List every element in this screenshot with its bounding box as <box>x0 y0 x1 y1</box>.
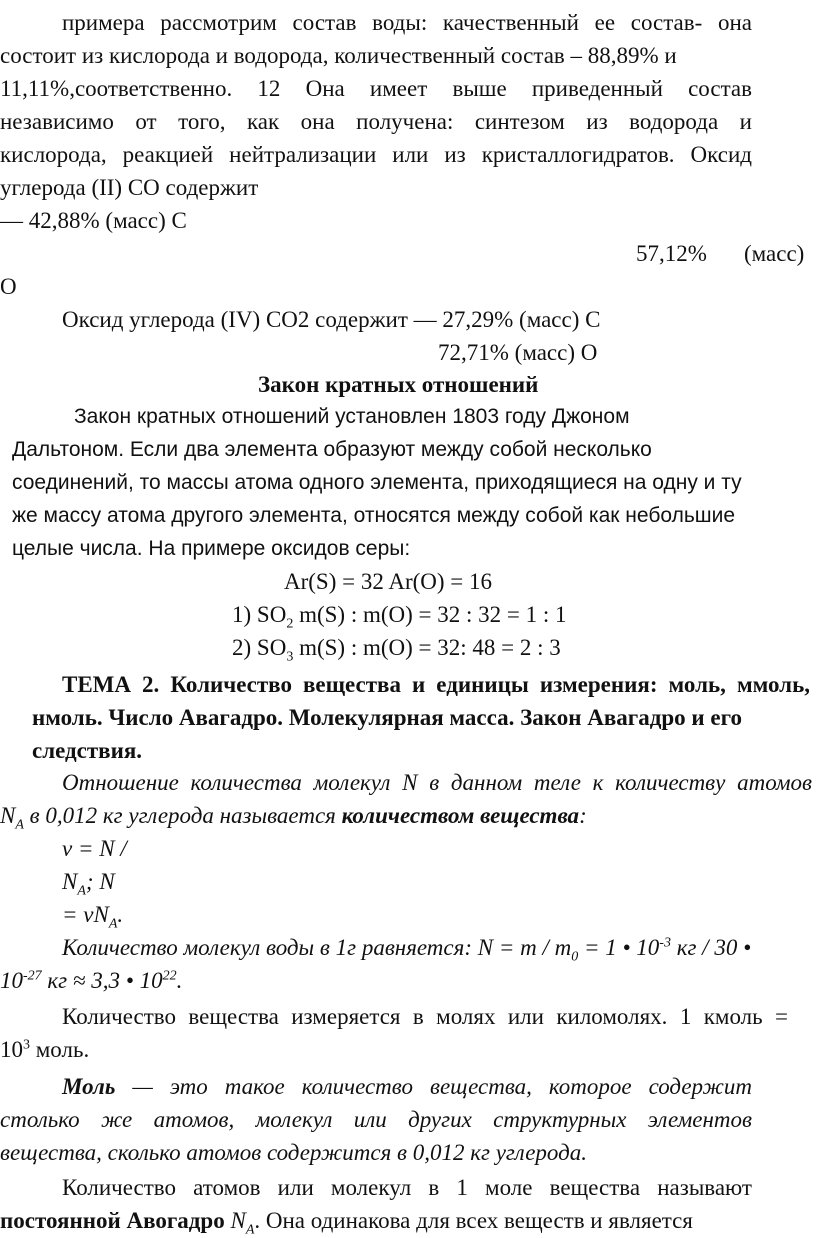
formula-line: ν = N / <box>62 836 127 861</box>
text-line: кислорода, реакцией нейтрализации или из кристаллогидратов. Оксид <box>0 142 752 167</box>
text-line: Оксид углерода (IV) CO2 содержит — 27,29% (масс) C <box>62 307 601 332</box>
topic-title: следствия. <box>32 738 143 763</box>
text-line: Количество атомов или молекул в 1 моле вещества называют <box>62 1175 752 1200</box>
text-line: 57,12% <box>636 241 707 266</box>
text-line: целые числа. На примере оксидов серы: <box>12 537 411 560</box>
text-line: O <box>0 274 17 299</box>
text-line: соединений, то массы атома одного элемента, приходящиеся на одну и ту <box>12 471 742 494</box>
text-line: 72,71% (масс) O <box>438 340 598 365</box>
text-line: примера рассмотрим состав воды: качественный ее состав- она <box>62 10 752 35</box>
text-line: независимо от того, как она получена: синтезом из водорода и <box>0 109 752 134</box>
text-line: постоянной Авогадро $N_A$. Она одинакова для всех веществ и является <box>0 1208 693 1238</box>
text-line: Дальтоном. Если два элемента образуют между собой несколько <box>12 438 652 461</box>
text-line: Количество вещества измеряется в молях или киломолях. 1 кмоль = <box>62 1004 788 1029</box>
formula-line: 2) $SO_3$ m(S) : m(O) = 32: 48 = 2 : 3 <box>232 635 561 665</box>
text-line: 11,11%,соответственно. 12 Она имеет выше приведенный состав <box>0 76 752 101</box>
text-line: $10^3$ моль. <box>0 1037 90 1062</box>
definition-line: столько же атомов, молекул или других структурных элементов <box>0 1107 752 1132</box>
definition-line: вещества, сколько атомов содержится в 0,012 кг углерода. <box>0 1140 587 1165</box>
definition-line: Моль — это такое количество вещества, которое содержит <box>62 1074 752 1099</box>
formula-line: = $\nu N_A$. <box>62 902 124 932</box>
definition-line: Отношение количества молекул N в данном теле к количеству атомов <box>62 770 812 795</box>
topic-title: ТЕМА 2. Количество вещества и единицы измерения: моль, ммоль, <box>62 672 810 697</box>
text-line: (масс) <box>744 241 805 266</box>
formula-line: $N_A$; N <box>62 869 115 899</box>
text-line: — 42,88% (масс) C <box>0 208 187 233</box>
formula-line: Ar(S) = 32 Ar(O) = 16 <box>284 569 492 594</box>
topic-title: нмоль. Число Авагадро. Молекулярная масса. Закон Авагадро и его <box>32 705 742 730</box>
formula-line: Количество молекул воды в 1г равняется: $N = m / m_0 = 1$ • $10^{-3}$ кг / 30 • <box>62 935 752 965</box>
text-line: углерода (II) CO содержит <box>0 175 259 200</box>
text-line: Закон кратных отношений установлен 1803 году Джоном <box>74 405 630 428</box>
definition-line: $N_A$ в 0,012 кг углерода называется количеством вещества: <box>0 803 587 833</box>
text-line: же массу атома другого элемента, относятся между собой как небольшие <box>12 504 736 527</box>
formula-line: $10^{-27}$ кг ≈ 3,3 • $10^{22}$. <box>0 968 183 993</box>
section-heading: Закон кратных отношений <box>258 372 539 397</box>
mole-term: Моль <box>62 1074 116 1099</box>
text-line: состоит из кислорода и водорода, количественный состав – 88,89% и <box>0 43 677 68</box>
formula-line: 1) $SO_2$ m(S) : m(O) = 32 : 32 = 1 : 1 <box>232 602 567 632</box>
